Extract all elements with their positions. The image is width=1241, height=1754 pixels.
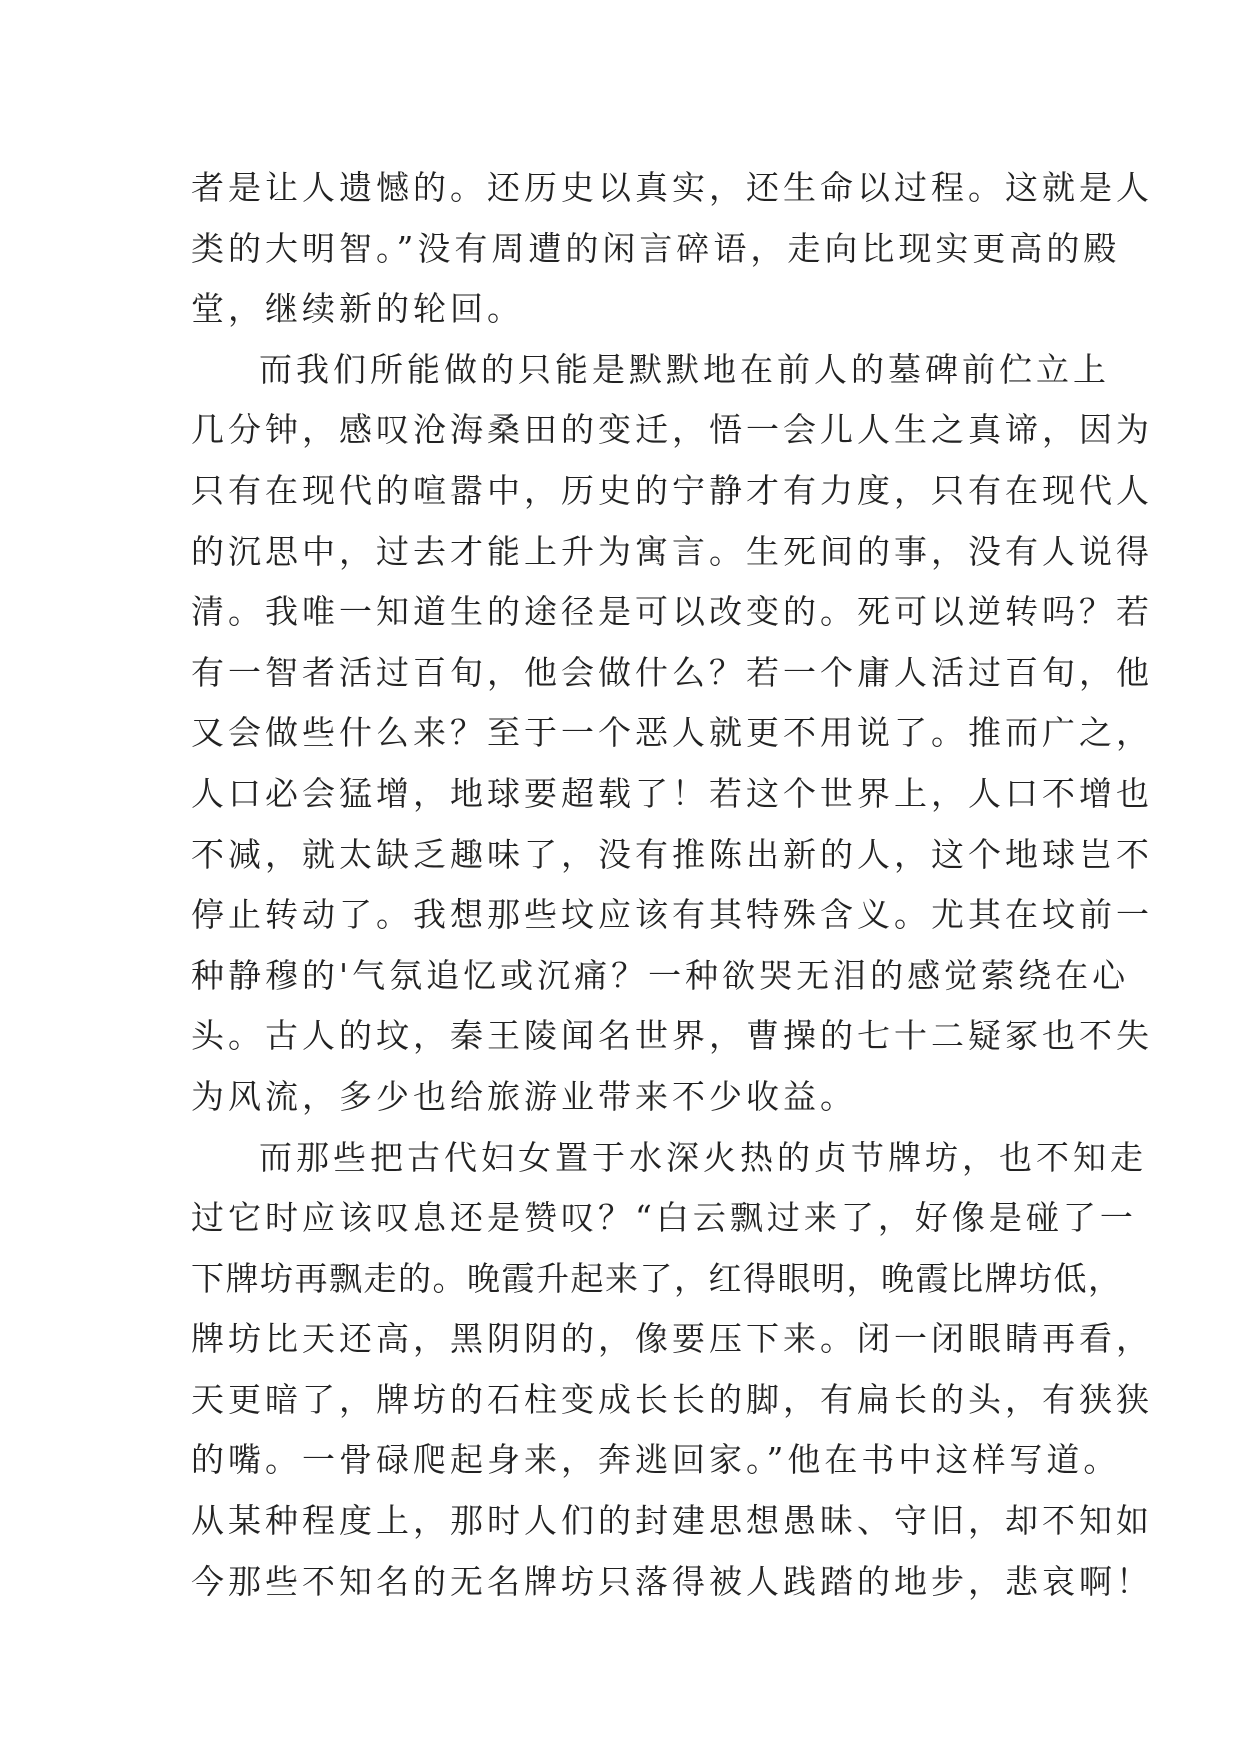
text-line: 堂，继续新的轮回。 (191, 289, 524, 329)
text-line: 清。我唯一知道生的途径是可以改变的。死可以逆转吗？若 (191, 592, 1153, 632)
text-line: 从某种程度上，那时人们的封建思想愚昧、守旧，却不知如 (191, 1501, 1153, 1541)
text-line: 不减，就太缺乏趣味了，没有推陈出新的人，这个地球岂不 (191, 834, 1153, 874)
paragraph-1 (191, 158, 1153, 340)
text-line: 头。古人的坟，秦王陵闻名世界，曹操的七十二疑冢也不失 (191, 1016, 1153, 1056)
text-line: 停止转动了。我想那些坟应该有其特殊含义。尤其在坟前一 (191, 895, 1153, 935)
text-line: 几分钟，感叹沧海桑田的变迁，悟一会儿人生之真谛，因为 (191, 410, 1153, 450)
text-line: 天更暗了，牌坊的石柱变成长长的脚，有扁长的头，有狭狭 (191, 1379, 1153, 1419)
text-line: 牌坊比天还高，黑阴阴的，像要压下来。闭一闭眼睛再看， (191, 1319, 1153, 1359)
text-line: 下牌坊再飘走的。晚霞升起来了，红得眼明，晚霞比牌坊低， (191, 1258, 1123, 1298)
body-text (191, 158, 1153, 1612)
text-line: 者是让人遗憾的。还历史以真实，还生命以过程。这就是人 (191, 168, 1153, 207)
paragraph-2 (191, 340, 1153, 1128)
text-line: 而我们所能做的只能是默默地在前人的墓碑前伫立上 (259, 349, 1110, 389)
text-line: 类的大明智。”没有周遭的闲言碎语，走向比现实更高的殿 (191, 228, 1121, 268)
text-line: 过它时应该叹息还是赞叹？“白云飘过来了，好像是碰了一 (191, 1198, 1137, 1238)
paragraph-3 (191, 1128, 1153, 1613)
text-line: 又会做些什么来？至于一个恶人就更不用说了。推而广之， (191, 713, 1153, 753)
text-line: 为风流，多少也给旅游业带来不少收益。 (191, 1076, 857, 1116)
text-line: 只有在现代的喧嚣中，历史的宁静才有力度，只有在现代人 (191, 470, 1153, 510)
text-line: 种静穆的'气氛追忆或沉痛？一种欲哭无泪的感觉萦绕在心 (191, 955, 1130, 995)
text-line: 今那些不知名的无名牌坊只落得被人践踏的地步，悲哀啊！ (191, 1561, 1153, 1601)
text-line: 的嘴。一骨碌爬起身来，奔逃回家。”他在书中这样写道。 (191, 1440, 1121, 1480)
text-line: 的沉思中，过去才能上升为寓言。生死间的事，没有人说得 (191, 531, 1153, 571)
text-line: 人口必会猛增，地球要超载了！若这个世界上，人口不增也 (191, 773, 1153, 813)
text-line: 有一智者活过百旬，他会做什么？若一个庸人活过百旬，他 (191, 652, 1153, 692)
text-line: 而那些把古代妇女置于水深火热的贞节牌坊，也不知走 (259, 1137, 1147, 1177)
